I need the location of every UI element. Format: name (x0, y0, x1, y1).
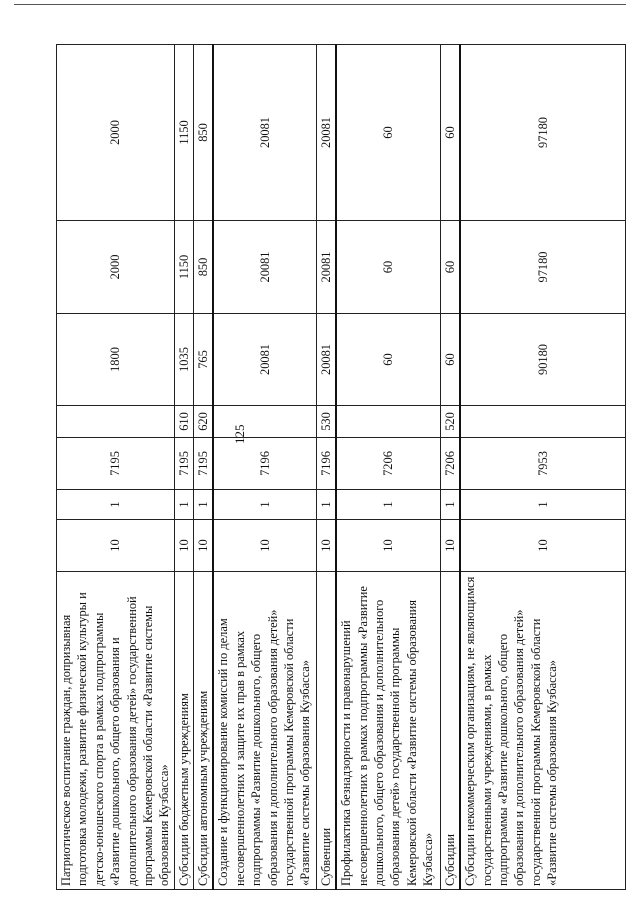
section-code: 10 (460, 520, 625, 572)
target-code: 7196 (316, 438, 336, 490)
value-year-3: 60 (440, 45, 460, 221)
section-code: 10 (57, 520, 175, 572)
value-year-1: 60 (336, 314, 440, 406)
value-year-1: 60 (440, 314, 460, 406)
row-name: Создание и функционирование комиссий по делам несовершеннолетних и защите их прав в рамках подпрограммы «Развитие дошкольного, общего образования и дополнительного образования детей» государственной программы Кемеровской области «Развитие системы образования Кузбасса» (213, 572, 316, 890)
subsection-code: 1 (316, 490, 336, 520)
value-year-1: 765 (194, 314, 214, 406)
row-name: Субсидии бюджетным учреждениям (174, 572, 193, 890)
subsection-code: 1 (174, 490, 193, 520)
value-year-3: 97180 (460, 45, 625, 221)
subsection-code: 1 (213, 490, 316, 520)
expense-type-code: 530 (316, 406, 336, 438)
value-year-2: 20081 (316, 221, 336, 314)
row-name: Субвенции (316, 572, 336, 890)
expense-type-code: 520 (440, 406, 460, 438)
section-code: 10 (174, 520, 193, 572)
subsection-code: 1 (57, 490, 175, 520)
expense-type-code (336, 406, 440, 438)
value-year-2: 2000 (57, 221, 175, 314)
value-year-3: 1150 (174, 45, 193, 221)
rotated-table-container (56, 45, 611, 890)
row-name: Профилактика безнадзорности и правонарушений несовершеннолетних в рамках подпрограммы «Развитие дошкольного, общего образования и дополнительного образования детей» государственной программы Кемеровской области «Развитие системы образования Кузбасса» (336, 572, 440, 890)
budget-table (56, 44, 626, 890)
value-year-3: 2000 (57, 45, 175, 221)
table-row (460, 45, 625, 890)
target-code: 7953 (460, 438, 625, 490)
section-code: 10 (194, 520, 214, 572)
subsection-code: 1 (440, 490, 460, 520)
expense-type-code: 620 (194, 406, 214, 438)
page-number: 125 (232, 424, 247, 444)
table-row (316, 45, 336, 890)
row-name: Субсидии некоммерческим организациям, не являющимся государственными учреждениями, в рамках подпрограммы «Развитие дошкольного, общего образования и дополнительного образования детей» государственной программы Кемеровской области «Развитие системы образования Кузбасса» (460, 572, 625, 890)
expense-type-code (460, 406, 625, 438)
value-year-3: 60 (336, 45, 440, 221)
table-row (174, 45, 193, 890)
top-rule (14, 4, 626, 5)
table-row (57, 45, 175, 890)
value-year-1: 1035 (174, 314, 193, 406)
section-code: 10 (213, 520, 316, 572)
subsection-code: 1 (194, 490, 214, 520)
expense-type-code: 610 (174, 406, 193, 438)
subsection-code: 1 (336, 490, 440, 520)
target-code: 7195 (57, 438, 175, 490)
value-year-1: 90180 (460, 314, 625, 406)
value-year-2: 60 (440, 221, 460, 314)
subsection-code: 1 (460, 490, 625, 520)
value-year-2: 97180 (460, 221, 625, 314)
section-code: 10 (316, 520, 336, 572)
expense-type-code (57, 406, 175, 438)
value-year-1: 20081 (316, 314, 336, 406)
target-code: 7195 (174, 438, 193, 490)
target-code: 7196 (213, 438, 316, 490)
value-year-3: 20081 (316, 45, 336, 221)
value-year-1: 20081 (213, 314, 316, 406)
row-name: Субсидии автономным учреждениям (194, 572, 214, 890)
table-row (213, 45, 316, 890)
value-year-2: 60 (336, 221, 440, 314)
expense-type-code (213, 406, 316, 438)
row-name: Патриотическое воспитание граждан, допризывная подготовка молодежи, развитие физической культуры и детско-юношеского спорта в рамках подпрограммы «Развитие дошкольного, общего образования и дополнительного образования детей» государственной программы Кемеровской области «Развитие системы образования Кузбасса» (57, 572, 175, 890)
table-row (336, 45, 440, 890)
value-year-3: 850 (194, 45, 214, 221)
value-year-1: 1800 (57, 314, 175, 406)
target-code: 7195 (194, 438, 214, 490)
value-year-2: 20081 (213, 221, 316, 314)
table-row (194, 45, 214, 890)
section-code: 10 (336, 520, 440, 572)
section-code: 10 (440, 520, 460, 572)
value-year-2: 850 (194, 221, 214, 314)
value-year-3: 20081 (213, 45, 316, 221)
row-name: Субсидии (440, 572, 460, 890)
target-code: 7206 (440, 438, 460, 490)
table-row (440, 45, 460, 890)
value-year-2: 1150 (174, 221, 193, 314)
target-code: 7206 (336, 438, 440, 490)
